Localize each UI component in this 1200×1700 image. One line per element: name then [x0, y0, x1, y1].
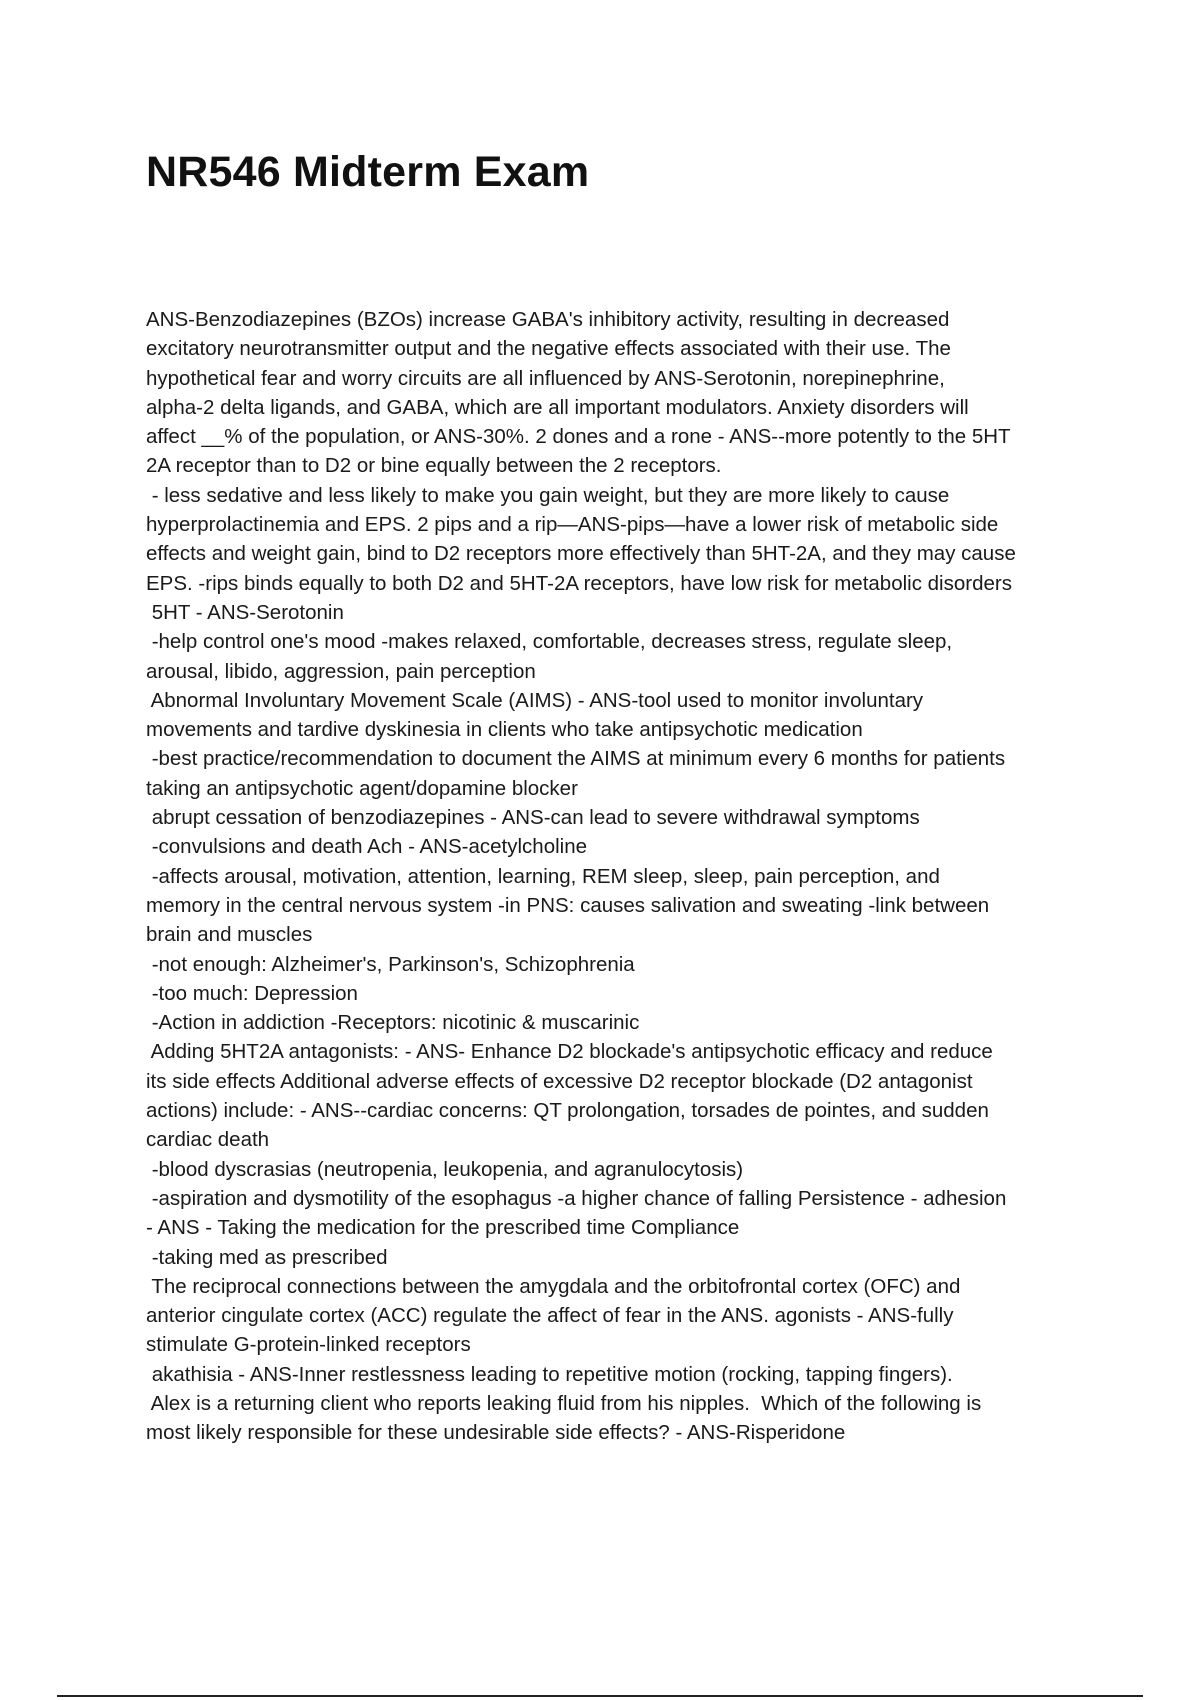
text-line: anterior cingulate cortex (ACC) regulate the affect of fear in the ANS. agonists - ANS-fully [146, 1304, 954, 1328]
text-line: ANS-Benzodiazepines (BZOs) increase GABA's inhibitory activity, resulting in decreased [146, 308, 950, 331]
text-line: akathisia - ANS-Inner restlessness leading to repetitive motion (rocking, tapping fingers). [146, 1362, 953, 1386]
text-line: taking an antipsychotic agent/dopamine blocker [146, 776, 578, 800]
text-line: effects and weight gain, bind to D2 receptors more effectively than 5HT-2A, and they may cause [146, 542, 1016, 566]
text-line: abrupt cessation of benzodiazepines - ANS-can lead to severe withdrawal symptoms [146, 806, 920, 830]
text-line: -best practice/recommendation to document the AIMS at minimum every 6 months for patients [146, 747, 1006, 771]
text-line: -affects arousal, motivation, attention, learning, REM sleep, sleep, pain perception, and [146, 864, 940, 888]
text-line: memory in the central nervous system -in PNS: causes salivation and sweating -link between [146, 893, 990, 917]
page-title: NR546 Midterm Exam [146, 148, 590, 196]
text-line: -not enough: Alzheimer's, Parkinson's, Schizophrenia [146, 952, 635, 976]
page-bottom-divider [57, 1695, 1143, 1697]
text-line: Adding 5HT2A antagonists: - ANS- Enhance D2 blockade's antipsychotic efficacy and reduce [146, 1040, 993, 1064]
text-line: - less sedative and less likely to make you gain weight, but they are more likely to cause [146, 483, 950, 507]
text-line: most likely responsible for these undesirable side effects? - ANS-Risperidone [146, 1421, 846, 1445]
text-line: hyperprolactinemia and EPS. 2 pips and a rip—ANS-pips—have a lower risk of metabolic side [146, 513, 999, 537]
text-line: hypothetical fear and worry circuits are all influenced by ANS-Serotonin, norepinephrine, [146, 366, 945, 390]
text-line: -too much: Depression [146, 981, 358, 1005]
text-line: arousal, libido, aggression, pain perception [146, 659, 536, 683]
text-line: -Action in addiction -Receptors: nicotinic & muscarinic [146, 1011, 640, 1035]
text-line: EPS. -rips binds equally to both D2 and 5HT-2A receptors, have low risk for metabolic disorders [146, 571, 1012, 595]
exam-body-text [146, 305, 1091, 1448]
text-line: -help control one's mood -makes relaxed, comfortable, decreases stress, regulate sleep, [146, 630, 953, 654]
text-line: brain and muscles [146, 923, 313, 947]
text-line: movements and tardive dyskinesia in clients who take antipsychotic medication [146, 718, 863, 742]
text-line: actions) include: - ANS--cardiac concerns: QT prolongation, torsades de pointes, and sudden [146, 1099, 989, 1123]
text-line: 2A receptor than to D2 or bine equally between the 2 receptors. [146, 454, 722, 478]
text-line: -convulsions and death Ach - ANS-acetylcholine [146, 835, 588, 859]
text-line: -taking med as prescribed [146, 1245, 388, 1269]
text-line: its side effects Additional adverse effects of excessive D2 receptor blockade (D2 antagonist [146, 1069, 973, 1093]
text-line: excitatory neurotransmitter output and the negative effects associated with their use. The [146, 337, 951, 361]
text-line: 5HT - ANS-Serotonin [146, 600, 344, 624]
text-line: Abnormal Involuntary Movement Scale (AIMS) - ANS-tool used to monitor involuntary [146, 688, 924, 712]
text-line: cardiac death [146, 1128, 270, 1152]
text-line: affect __% of the population, or ANS-30%. 2 dones and a rone - ANS--more potently to the 5HT [146, 425, 1011, 449]
text-line: -blood dyscrasias (neutropenia, leukopenia, and agranulocytosis) [146, 1157, 744, 1181]
text-line: -aspiration and dysmotility of the esophagus -a higher chance of falling Persistence - adhesion [146, 1186, 1007, 1210]
text-line: stimulate G-protein-linked receptors [146, 1333, 471, 1357]
text-line: The reciprocal connections between the amygdala and the orbitofrontal cortex (OFC) and [146, 1274, 961, 1298]
text-line: - ANS - Taking the medication for the prescribed time Compliance [146, 1216, 740, 1240]
text-line: Alex is a returning client who reports leaking fluid from his nipples. Which of the following is [146, 1391, 982, 1415]
text-line: alpha-2 delta ligands, and GABA, which are all important modulators. Anxiety disorders will [146, 395, 969, 419]
